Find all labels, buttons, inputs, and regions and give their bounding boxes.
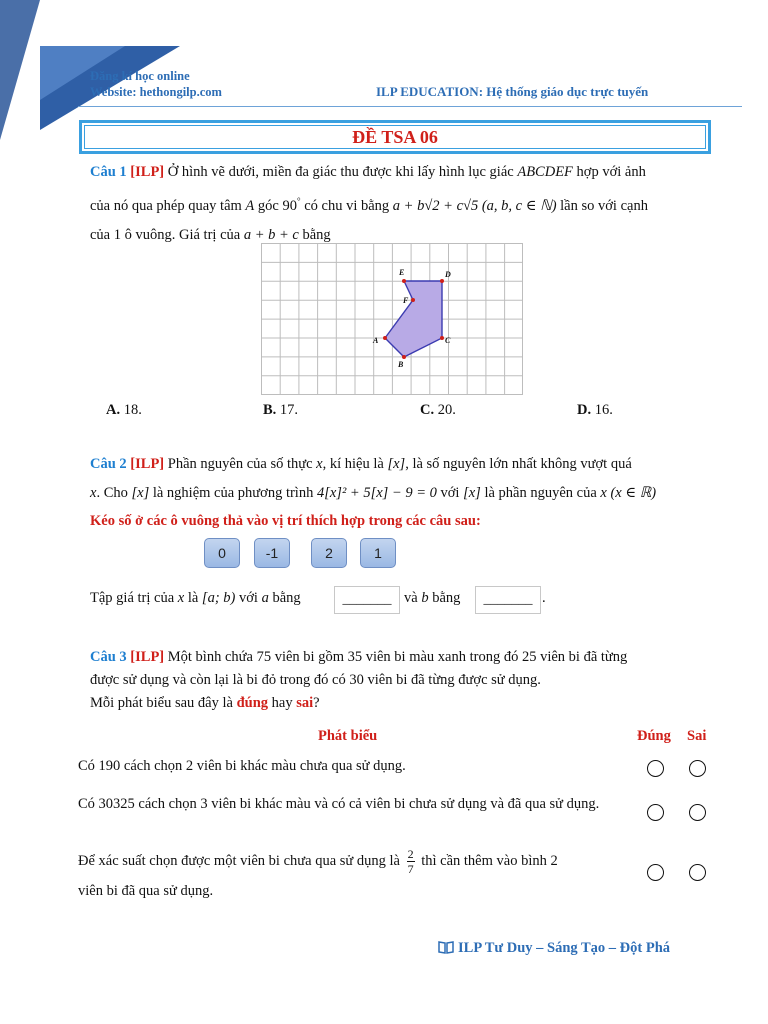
page-title: ĐỀ TSA 06 — [79, 120, 711, 154]
choice-a[interactable]: A. 18. — [106, 402, 142, 418]
q1-tag: [ILP] — [130, 164, 165, 180]
blank-a[interactable]: _______ — [334, 586, 400, 614]
tile-0[interactable]: 0 — [204, 538, 240, 568]
header-brand: ILP EDUCATION: Hệ thống giáo dục trực tuyến — [376, 84, 649, 99]
tile-2[interactable]: 2 — [311, 538, 347, 568]
fraction-2-7: $\frac{2}{7}$ — [407, 847, 414, 877]
label-b: B — [398, 360, 404, 369]
radio-false-1[interactable] — [689, 760, 706, 777]
q1-text: Câu 1 [ILP] Ở hình vẽ dưới, miền đa giác thu được khi lấy hình lục giác ABCDEF hợp với ảnh của nó qua phép quay tâm A góc 90° có chu vi bằng a + b√2 + c√5 (a, b, c ∈ ℕ) lần so với cạnh của 1 ô vuông. Giá trị của a + b + c bằng — [90, 164, 648, 243]
choice-c[interactable]: C. 20. — [420, 402, 456, 418]
statement-1: Có 190 cách chọn 2 viên bi khác màu chưa qua sử dụng. — [78, 758, 406, 774]
q2-tag: [ILP] — [130, 456, 165, 472]
label-a: A — [373, 336, 379, 345]
q3-label: Câu 3 — [90, 649, 127, 665]
q1-formula: a + b√2 + c√5 (a, b, c ∈ ℕ) — [392, 197, 557, 214]
q2-text: Câu 2 [ILP] Phần nguyên của số thực x, kí hiệu là [x], là số nguyên lớn nhất không vượt quá x. Cho [x] là nghiệm của phương trình 4[x]² + 5[x] − 9 = 0 với [x] là phần nguyên của x (x ∈ ℝ) — [90, 456, 657, 501]
radio-false-3[interactable] — [689, 864, 706, 881]
radio-true-2[interactable] — [647, 804, 664, 821]
label-e: E — [399, 268, 405, 277]
q2-label: Câu 2 — [90, 456, 127, 472]
header-divider — [78, 106, 742, 107]
label-c: C — [445, 336, 451, 345]
q1-label: Câu 1 — [90, 164, 127, 180]
label-d: D — [445, 270, 451, 279]
choice-d[interactable]: D. 16. — [577, 402, 613, 418]
tile-minus-1[interactable]: -1 — [254, 538, 290, 568]
grid-figure — [261, 243, 523, 395]
header-contact — [90, 68, 222, 100]
q2-equation: 4[x]² + 5[x] − 9 = 0 — [316, 485, 437, 501]
blank-b[interactable]: _______ — [475, 586, 541, 614]
q2-fill-sentence: Tập giá trị của x là [a; b) với a bằng — [90, 590, 301, 606]
radio-false-2[interactable] — [689, 804, 706, 821]
radio-true-3[interactable] — [647, 864, 664, 881]
q3-text: Câu 3 [ILP] Một bình chứa 75 viên bi gồm 35 viên bi màu xanh trong đó 25 viên bi đã từng được sử dụng và còn lại là bi đỏ trong đó có 30 viên bi đã từng được sử dụng. Mỗi phát biểu sau đây là đúng hay sai? — [90, 649, 628, 711]
q2-instruction: Kéo số ở các ô vuông thả vào vị trí thích hợp trong các câu sau: — [90, 513, 481, 529]
col-true: Đúng — [637, 728, 671, 744]
tile-1[interactable]: 1 — [360, 538, 396, 568]
q3-tag: [ILP] — [130, 649, 165, 665]
statement-2: Có 30325 cách chọn 3 viên bi khác màu và có cả viên bi chưa sử dụng và đã qua sử dụng. — [78, 796, 600, 812]
statement-3: Để xác suất chọn được một viên bi chưa qua sử dụng là $\frac{2}{7}$ thì cần thêm vào bình 2 viên bi đã qua sử dụng. — [78, 847, 558, 900]
radio-true-1[interactable] — [647, 760, 664, 777]
choice-b[interactable]: B. 17. — [263, 402, 299, 418]
book-icon — [438, 940, 454, 954]
website-text: Website: hethongilp.com — [90, 85, 222, 99]
col-statement: Phát biểu — [318, 728, 378, 744]
label-f: F — [403, 296, 409, 305]
col-false: Sai — [687, 728, 707, 744]
register-text: Đăng kí học online — [90, 69, 190, 83]
footer-slogan: ILP Tư Duy – Sáng Tạo – Đột Phá — [438, 940, 670, 957]
